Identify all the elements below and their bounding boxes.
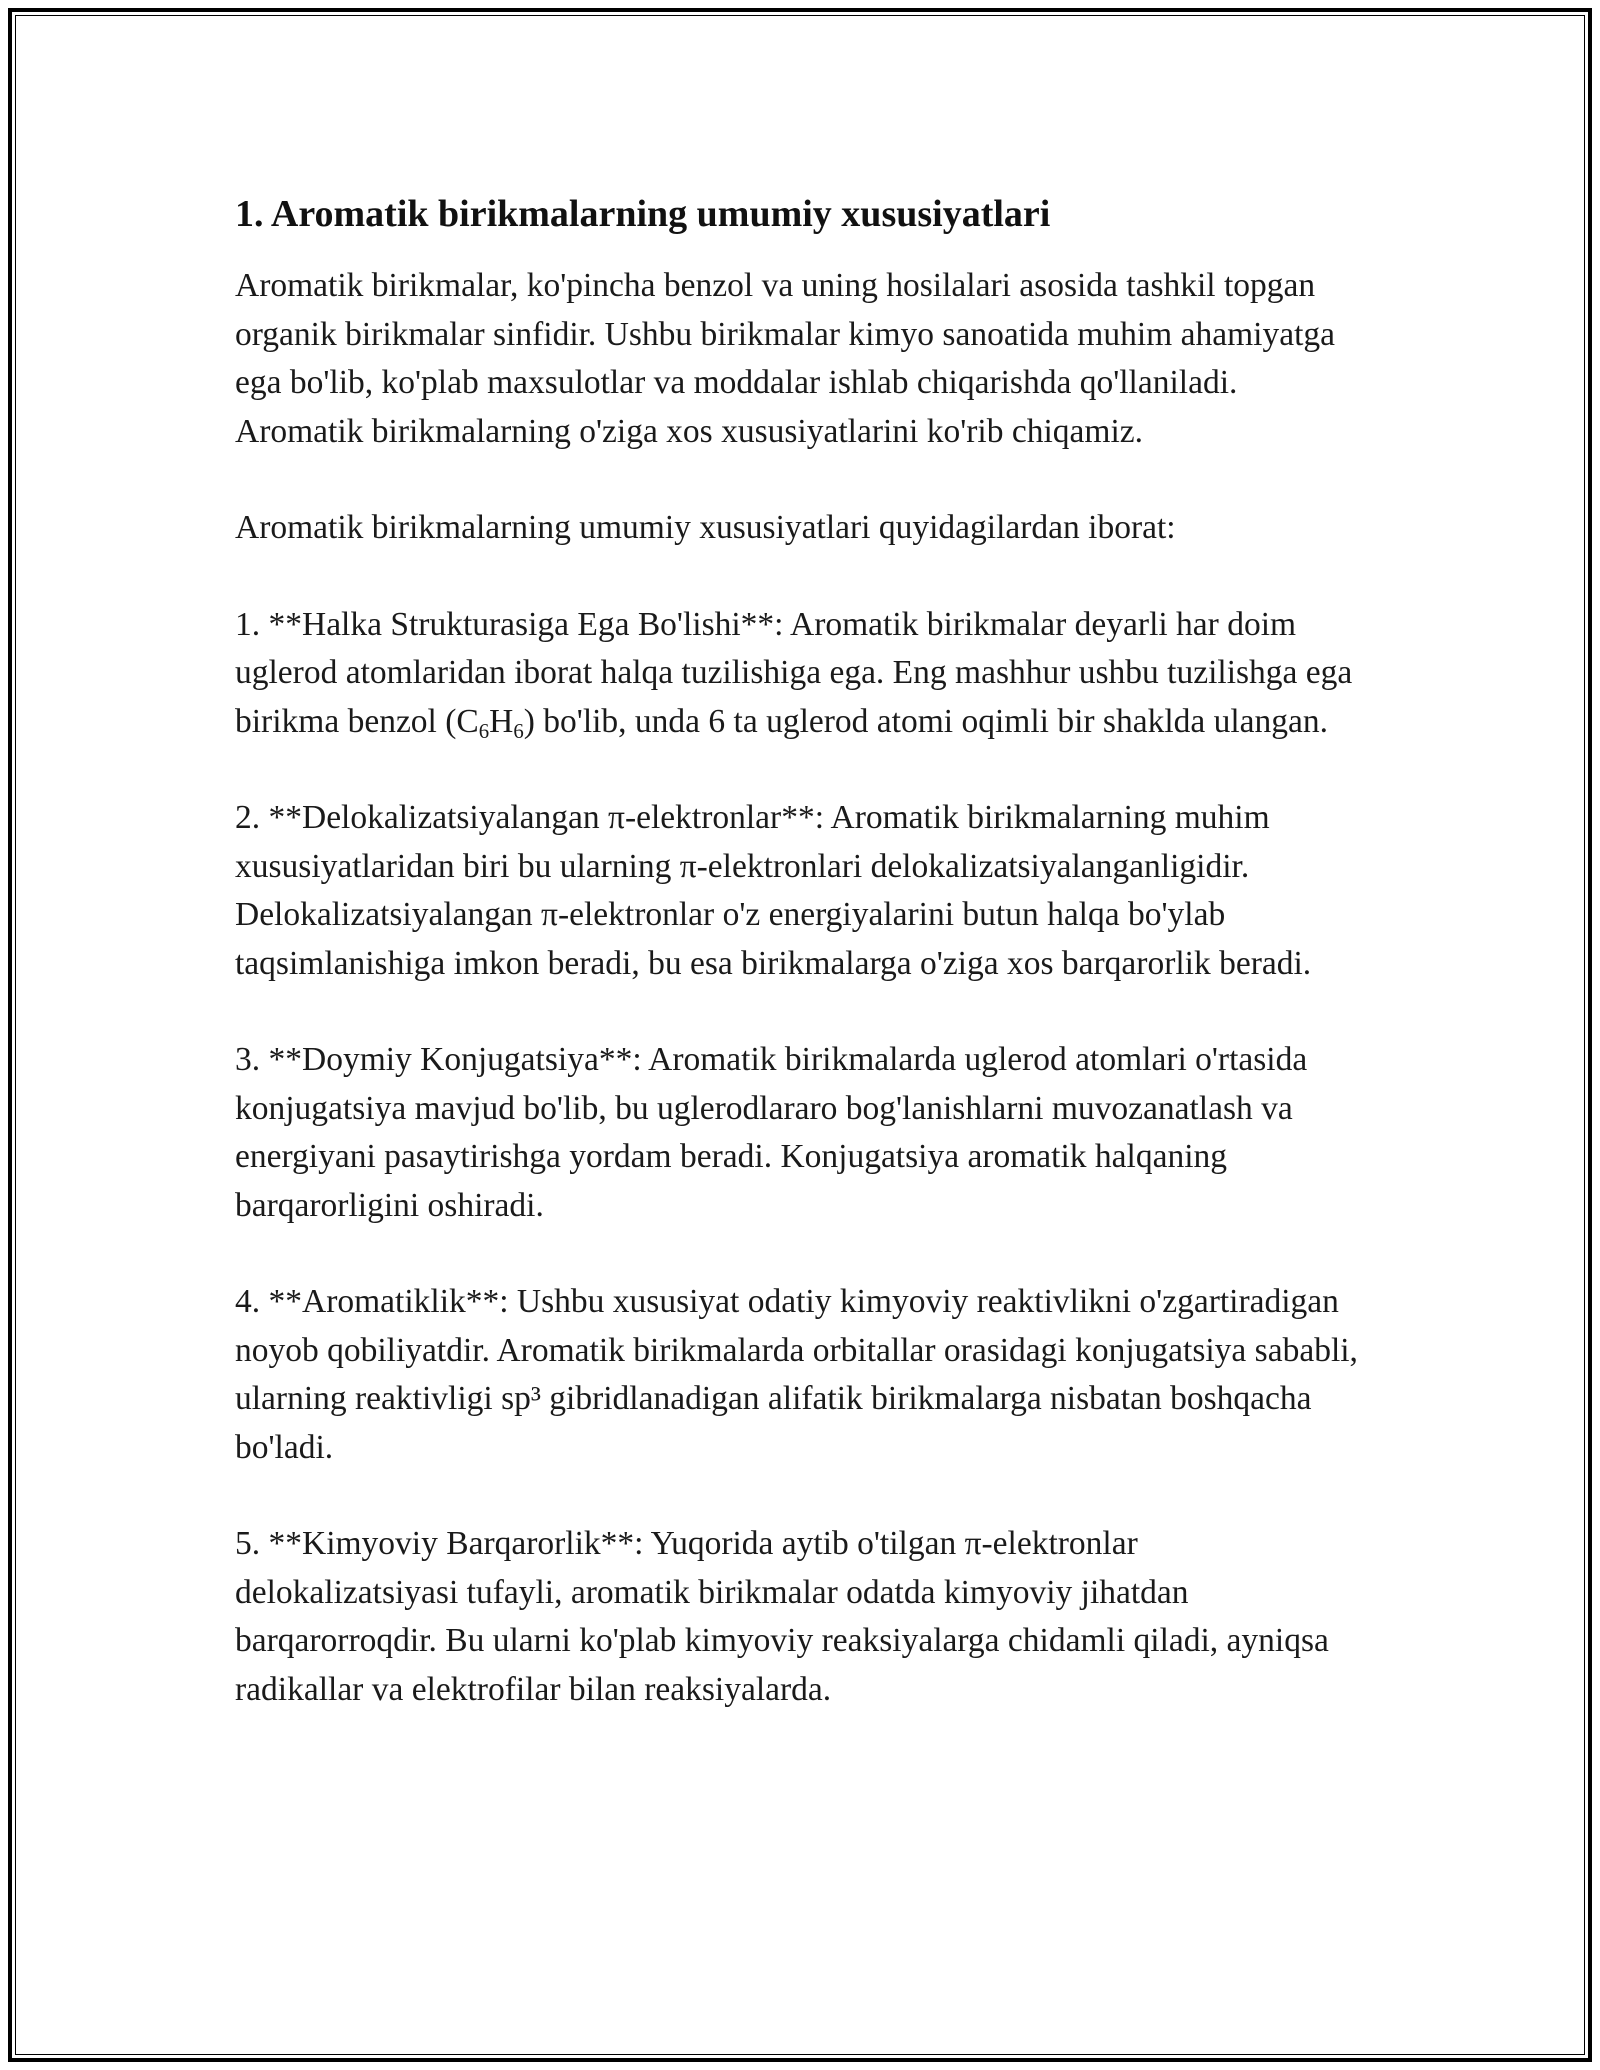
lead-paragraph: Aromatik birikmalarning umumiy xususiyatlari quyidagilardan iborat: [235,509,1176,546]
benzene-formula: $C_6H_6$ [456,702,524,743]
intro-paragraph: Aromatik birikmalar, ko'pincha benzol va uning hosilalari asosida tashkil topgan organik birikmalar sinfidir. Ushbu birikmalar kimyo sanoatida muhim ahamiyatga ega bo'lib, ko'plab maxsulotlar va moddalar ishlab chiqarishda qo'llaniladi. Aromatik birikmalarning o'ziga xos xususiyatlarini ko'rib chiqamiz. [235,267,1336,450]
document-title: 1. Aromatik birikmalarning umumiy xususiyatlari [235,193,1051,235]
list-item-1 [235,601,1365,747]
list-item-3: 3. **Doymiy Konjugatsiya**: Aromatik birikmalarda uglerod atomlari o'rtasida konjugatsiya mavjud bo'lib, bu uglerodlararo bog'lanishlarni muvozanatlash va energiyani pasaytirishga yordam beradi. Konjugatsiya aromatik halqaning barqarorligini oshiradi. [235,1041,1308,1224]
list-item-1-text-before: 1. **Halka Strukturasiga Ega Bo'lishi**: Aromatik birikmalar deyarli har doim uglerod atomlaridan iborat halqa tuzilishiga ega. Eng mashhur ushbu tuzilishga ega birikma benzol ( [235,605,1353,740]
list-item-1-text-after: ) bo'lib, unda 6 ta uglerod atomi oqimli bir shaklda ulangan. [523,702,1329,740]
list-item-5: 5. **Kimyoviy Barqarorlik**: Yuqorida aytib o'tilgan π-elektronlar delokalizatsiyasi tufayli, aromatik birikmalar odatda kimyoviy jihatdan barqarorroqdir. Bu ularni ko'plab kimyoviy reaksiyalarga chidamli qiladi, ayniqsa radikallar va elektrofilar bilan reaksiyalarda. [235,1525,1329,1708]
document-body [235,186,1365,1762]
list-item-4: 4. **Aromatiklik**: Ushbu xususiyat odatiy kimyoviy reaktivlikni o'zgartiradigan noyob qobiliyatdir. Aromatik birikmalarda orbitallar orasidagi konjugatsiya sababli, ularning reaktivligi sp³ gibridlanadigan alifatik birikmalarga nisbatan boshqacha bo'ladi. [235,1283,1358,1466]
list-item-2: 2. **Delokalizatsiyalangan π-elektronlar**: Aromatik birikmalarning muhim xususiyatlaridan biri bu ularning π-elektronlari delokalizatsiyalanganligidir. Delokalizatsiyalangan π-elektronlar o'z energiyalarini butun halqa bo'ylab taqsimlanishiga imkon beradi, bu esa birikmalarga o'ziga xos barqarorlik beradi. [235,799,1312,982]
